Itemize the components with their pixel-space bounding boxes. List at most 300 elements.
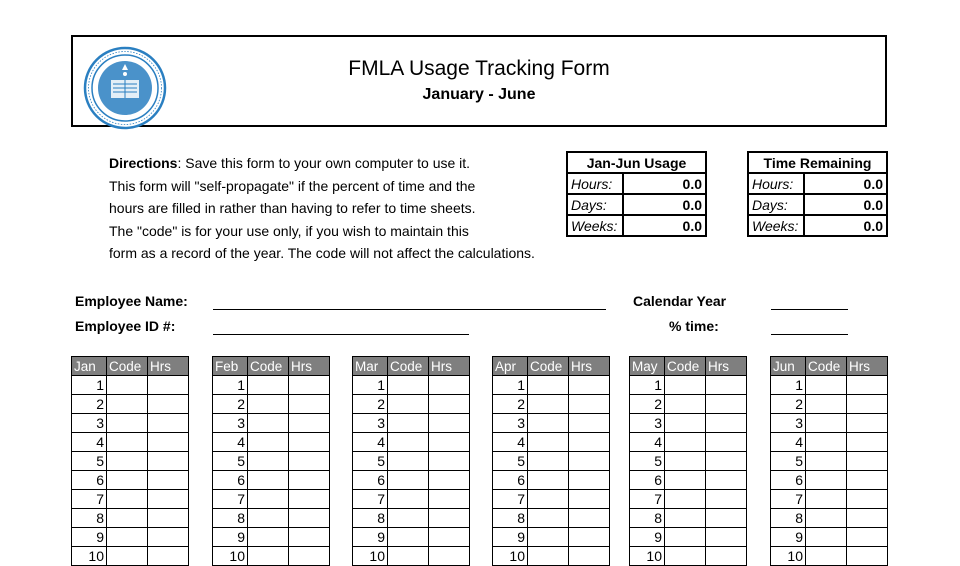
hours-cell[interactable] (289, 414, 330, 433)
code-cell[interactable] (528, 490, 569, 509)
form-header (71, 35, 887, 127)
day-number: 4 (771, 433, 806, 452)
table-row (630, 452, 747, 471)
table-row (72, 376, 189, 395)
table-row (493, 528, 610, 547)
hours-cell[interactable] (847, 376, 888, 395)
table-row (771, 414, 888, 433)
code-cell[interactable] (806, 528, 847, 547)
table-row (353, 433, 470, 452)
code-cell[interactable] (388, 395, 429, 414)
table-row (213, 547, 330, 566)
table-row (771, 509, 888, 528)
table-row (771, 490, 888, 509)
hours-cell[interactable] (289, 471, 330, 490)
code-cell[interactable] (665, 509, 706, 528)
table-row (353, 395, 470, 414)
table-row (353, 376, 470, 395)
hours-column-header: Hrs (706, 357, 747, 376)
code-cell[interactable] (388, 414, 429, 433)
day-number: 10 (72, 547, 107, 566)
code-cell[interactable] (388, 509, 429, 528)
code-cell[interactable] (528, 433, 569, 452)
month-name-header: Jan (72, 357, 107, 376)
day-number: 2 (771, 395, 806, 414)
hours-cell[interactable] (148, 509, 189, 528)
month-name-header: May (630, 357, 665, 376)
code-cell[interactable] (107, 376, 148, 395)
code-cell[interactable] (107, 471, 148, 490)
day-number: 8 (213, 509, 248, 528)
table-row (213, 433, 330, 452)
code-cell[interactable] (248, 452, 289, 471)
code-cell[interactable] (388, 547, 429, 566)
month-table-feb (212, 356, 330, 566)
hours-cell[interactable] (706, 414, 747, 433)
day-number: 3 (630, 414, 665, 433)
code-cell[interactable] (248, 528, 289, 547)
day-number: 10 (213, 547, 248, 566)
table-row (213, 395, 330, 414)
table-row (771, 471, 888, 490)
table-row (493, 452, 610, 471)
month-table-apr (492, 356, 610, 566)
table-row (72, 414, 189, 433)
code-cell[interactable] (665, 414, 706, 433)
table-row (771, 376, 888, 395)
table-row (771, 547, 888, 566)
table-row (630, 509, 747, 528)
hours-cell[interactable] (569, 452, 610, 471)
hours-cell[interactable] (847, 490, 888, 509)
day-number: 3 (213, 414, 248, 433)
month-header-row (72, 357, 189, 376)
code-column-header: Code (388, 357, 429, 376)
table-row (72, 509, 189, 528)
table-row (630, 433, 747, 452)
table-row (493, 547, 610, 566)
day-number: 6 (353, 471, 388, 490)
table-row (72, 395, 189, 414)
hours-cell[interactable] (706, 376, 747, 395)
day-number: 10 (353, 547, 388, 566)
month-header-row (630, 357, 747, 376)
hours-cell[interactable] (847, 433, 888, 452)
day-number: 3 (493, 414, 528, 433)
month-table-may (629, 356, 747, 566)
table-row (213, 414, 330, 433)
usage-hours-value: 0.0 (623, 173, 706, 194)
code-cell[interactable] (665, 490, 706, 509)
code-cell[interactable] (388, 452, 429, 471)
hours-cell[interactable] (569, 433, 610, 452)
table-row (771, 528, 888, 547)
directions-text (109, 152, 599, 265)
code-cell[interactable] (806, 471, 847, 490)
code-cell[interactable] (665, 395, 706, 414)
month-table-jan (71, 356, 189, 566)
code-cell[interactable] (665, 528, 706, 547)
code-cell[interactable] (528, 376, 569, 395)
table-row (493, 414, 610, 433)
table-row (72, 490, 189, 509)
day-number: 8 (353, 509, 388, 528)
hours-cell[interactable] (706, 547, 747, 566)
hours-cell[interactable] (289, 376, 330, 395)
day-number: 6 (493, 471, 528, 490)
code-cell[interactable] (665, 452, 706, 471)
hours-cell[interactable] (847, 395, 888, 414)
hours-column-header: Hrs (847, 357, 888, 376)
hours-cell[interactable] (429, 490, 470, 509)
day-number: 9 (72, 528, 107, 547)
hours-column-header: Hrs (569, 357, 610, 376)
code-cell[interactable] (388, 528, 429, 547)
time-remaining-table (747, 151, 888, 237)
hours-cell[interactable] (289, 452, 330, 471)
usage-weeks-label: Weeks: (567, 215, 623, 236)
hours-cell[interactable] (569, 376, 610, 395)
hours-cell[interactable] (429, 414, 470, 433)
hours-column-header: Hrs (429, 357, 470, 376)
remaining-weeks-label: Weeks: (748, 215, 804, 236)
month-name-header: Apr (493, 357, 528, 376)
code-cell[interactable] (665, 547, 706, 566)
hours-cell[interactable] (847, 547, 888, 566)
table-row (493, 376, 610, 395)
employee-name-label: Employee Name: (75, 293, 188, 309)
table-row (353, 547, 470, 566)
table-row (493, 509, 610, 528)
month-table-jun (770, 356, 888, 566)
code-cell[interactable] (248, 376, 289, 395)
day-number: 7 (72, 490, 107, 509)
code-cell[interactable] (528, 452, 569, 471)
table-row (72, 547, 189, 566)
directions-heading: Directions (109, 155, 178, 171)
code-cell[interactable] (248, 547, 289, 566)
hours-cell[interactable] (569, 395, 610, 414)
day-number: 4 (213, 433, 248, 452)
code-cell[interactable] (248, 414, 289, 433)
percent-time-field[interactable] (771, 334, 848, 335)
employee-id-field[interactable] (213, 334, 469, 335)
remaining-weeks-value: 0.0 (804, 215, 887, 236)
table-row (213, 509, 330, 528)
day-number: 5 (353, 452, 388, 471)
hours-cell[interactable] (847, 509, 888, 528)
hours-cell[interactable] (706, 490, 747, 509)
day-number: 4 (493, 433, 528, 452)
code-cell[interactable] (806, 433, 847, 452)
day-number: 3 (353, 414, 388, 433)
day-number: 9 (493, 528, 528, 547)
table-row (72, 433, 189, 452)
usage-summary-title: Jan-Jun Usage (567, 152, 706, 173)
hours-cell[interactable] (429, 395, 470, 414)
hours-cell[interactable] (148, 433, 189, 452)
hours-cell[interactable] (289, 528, 330, 547)
day-number: 6 (771, 471, 806, 490)
directions-line-2: This form will "self-propagate" if the percent of time and the (109, 177, 476, 194)
month-header-row (353, 357, 470, 376)
day-number: 8 (630, 509, 665, 528)
code-cell[interactable] (528, 414, 569, 433)
code-cell[interactable] (806, 452, 847, 471)
code-cell[interactable] (388, 376, 429, 395)
month-header-row (771, 357, 888, 376)
code-cell[interactable] (806, 547, 847, 566)
hours-cell[interactable] (569, 414, 610, 433)
hours-cell[interactable] (569, 528, 610, 547)
code-cell[interactable] (107, 528, 148, 547)
day-number: 1 (493, 376, 528, 395)
day-number: 8 (72, 509, 107, 528)
code-cell[interactable] (107, 395, 148, 414)
day-number: 1 (213, 376, 248, 395)
day-number: 1 (72, 376, 107, 395)
time-remaining-title: Time Remaining (748, 152, 887, 173)
day-number: 10 (630, 547, 665, 566)
day-number: 7 (771, 490, 806, 509)
code-cell[interactable] (107, 509, 148, 528)
code-cell[interactable] (248, 395, 289, 414)
code-cell[interactable] (107, 414, 148, 433)
day-number: 5 (630, 452, 665, 471)
day-number: 7 (493, 490, 528, 509)
hours-cell[interactable] (148, 452, 189, 471)
code-cell[interactable] (806, 509, 847, 528)
code-cell[interactable] (248, 433, 289, 452)
day-number: 2 (493, 395, 528, 414)
directions-line-1: Directions: Save this form to your own computer to use it. (109, 155, 471, 171)
day-number: 4 (353, 433, 388, 452)
hours-cell[interactable] (429, 433, 470, 452)
code-cell[interactable] (806, 376, 847, 395)
code-cell[interactable] (528, 528, 569, 547)
table-row (493, 490, 610, 509)
calendar-year-field[interactable] (771, 309, 848, 310)
month-header-row (493, 357, 610, 376)
hours-cell[interactable] (148, 528, 189, 547)
table-row (771, 433, 888, 452)
usage-hours-label: Hours: (567, 173, 623, 194)
hours-cell[interactable] (289, 509, 330, 528)
code-cell[interactable] (248, 471, 289, 490)
table-row (213, 471, 330, 490)
day-number: 3 (72, 414, 107, 433)
hours-column-header: Hrs (289, 357, 330, 376)
code-cell[interactable] (528, 547, 569, 566)
code-cell[interactable] (806, 414, 847, 433)
directions-line-4: The "code" is for your use only, if you wish to maintain this (109, 222, 469, 239)
table-row (630, 414, 747, 433)
code-column-header: Code (528, 357, 569, 376)
hours-cell[interactable] (569, 490, 610, 509)
code-cell[interactable] (528, 471, 569, 490)
hours-cell[interactable] (847, 471, 888, 490)
code-column-header: Code (248, 357, 289, 376)
table-row (630, 471, 747, 490)
day-number: 2 (72, 395, 107, 414)
hours-cell[interactable] (847, 414, 888, 433)
hours-cell[interactable] (429, 376, 470, 395)
table-row (72, 471, 189, 490)
hours-cell[interactable] (569, 547, 610, 566)
hours-cell[interactable] (148, 376, 189, 395)
day-number: 4 (630, 433, 665, 452)
code-cell[interactable] (107, 433, 148, 452)
code-cell[interactable] (388, 490, 429, 509)
usage-days-value: 0.0 (623, 194, 706, 215)
day-number: 9 (771, 528, 806, 547)
month-name-header: Jun (771, 357, 806, 376)
employee-id-label: Employee ID #: (75, 318, 176, 334)
code-column-header: Code (665, 357, 706, 376)
remaining-hours-value: 0.0 (804, 173, 887, 194)
day-number: 9 (630, 528, 665, 547)
table-row (630, 490, 747, 509)
table-row (630, 528, 747, 547)
table-row (353, 471, 470, 490)
table-row (213, 452, 330, 471)
day-number: 6 (630, 471, 665, 490)
hours-cell[interactable] (289, 433, 330, 452)
code-cell[interactable] (665, 433, 706, 452)
hours-cell[interactable] (429, 452, 470, 471)
code-cell[interactable] (388, 433, 429, 452)
day-number: 8 (493, 509, 528, 528)
day-number: 1 (353, 376, 388, 395)
hours-cell[interactable] (289, 490, 330, 509)
hours-cell[interactable] (706, 509, 747, 528)
hours-cell[interactable] (429, 547, 470, 566)
table-row (353, 528, 470, 547)
code-cell[interactable] (806, 490, 847, 509)
day-number: 2 (630, 395, 665, 414)
day-number: 7 (353, 490, 388, 509)
hours-cell[interactable] (706, 471, 747, 490)
form-title: FMLA Usage Tracking Form (348, 57, 610, 80)
day-number: 7 (630, 490, 665, 509)
hours-cell[interactable] (429, 471, 470, 490)
table-row (630, 376, 747, 395)
month-header-row (213, 357, 330, 376)
code-cell[interactable] (665, 471, 706, 490)
day-number: 5 (213, 452, 248, 471)
remaining-days-label: Days: (748, 194, 804, 215)
day-number: 5 (72, 452, 107, 471)
code-cell[interactable] (665, 376, 706, 395)
day-number: 2 (353, 395, 388, 414)
hours-cell[interactable] (569, 471, 610, 490)
percent-time-label: % time: (669, 318, 719, 334)
hours-cell[interactable] (148, 490, 189, 509)
code-cell[interactable] (528, 509, 569, 528)
day-number: 1 (630, 376, 665, 395)
hours-cell[interactable] (847, 452, 888, 471)
day-number: 6 (72, 471, 107, 490)
month-name-header: Mar (353, 357, 388, 376)
usage-weeks-value: 0.0 (623, 215, 706, 236)
hours-cell[interactable] (289, 395, 330, 414)
table-row (213, 376, 330, 395)
day-number: 3 (771, 414, 806, 433)
table-row (493, 395, 610, 414)
day-number: 5 (771, 452, 806, 471)
table-row (213, 528, 330, 547)
hours-cell[interactable] (148, 414, 189, 433)
form-subtitle: January - June (422, 86, 536, 103)
table-row (72, 528, 189, 547)
code-cell[interactable] (107, 490, 148, 509)
hours-cell[interactable] (569, 509, 610, 528)
table-row (771, 395, 888, 414)
month-name-header: Feb (213, 357, 248, 376)
calendar-year-label: Calendar Year (633, 293, 727, 309)
hours-cell[interactable] (706, 452, 747, 471)
table-row (213, 490, 330, 509)
table-row (353, 414, 470, 433)
hours-cell[interactable] (148, 395, 189, 414)
month-table-mar (352, 356, 470, 566)
hours-cell[interactable] (148, 547, 189, 566)
directions-line-5: form as a record of the year. The code will not affect the calculations. (109, 245, 535, 262)
hours-column-header: Hrs (148, 357, 189, 376)
usage-days-label: Days: (567, 194, 623, 215)
employee-name-field[interactable] (213, 309, 606, 310)
table-row (72, 452, 189, 471)
table-row (493, 471, 610, 490)
code-cell[interactable] (107, 547, 148, 566)
day-number: 8 (771, 509, 806, 528)
remaining-days-value: 0.0 (804, 194, 887, 215)
hours-cell[interactable] (706, 395, 747, 414)
table-row (353, 509, 470, 528)
usage-summary-table (566, 151, 707, 237)
day-number: 9 (353, 528, 388, 547)
table-row (353, 490, 470, 509)
code-cell[interactable] (248, 490, 289, 509)
hours-cell[interactable] (429, 509, 470, 528)
code-cell[interactable] (107, 452, 148, 471)
code-cell[interactable] (248, 509, 289, 528)
day-number: 2 (213, 395, 248, 414)
table-row (493, 433, 610, 452)
hours-cell[interactable] (847, 528, 888, 547)
hours-cell[interactable] (706, 433, 747, 452)
code-column-header: Code (806, 357, 847, 376)
day-number: 5 (493, 452, 528, 471)
table-row (771, 452, 888, 471)
day-number: 6 (213, 471, 248, 490)
day-number: 4 (72, 433, 107, 452)
remaining-hours-label: Hours: (748, 173, 804, 194)
code-cell[interactable] (388, 471, 429, 490)
day-number: 1 (771, 376, 806, 395)
table-row (353, 452, 470, 471)
hours-cell[interactable] (706, 528, 747, 547)
hours-cell[interactable] (429, 528, 470, 547)
code-cell[interactable] (528, 395, 569, 414)
day-number: 10 (493, 547, 528, 566)
code-column-header: Code (107, 357, 148, 376)
table-row (630, 547, 747, 566)
table-row (630, 395, 747, 414)
hours-cell[interactable] (148, 471, 189, 490)
hours-cell[interactable] (289, 547, 330, 566)
code-cell[interactable] (806, 395, 847, 414)
